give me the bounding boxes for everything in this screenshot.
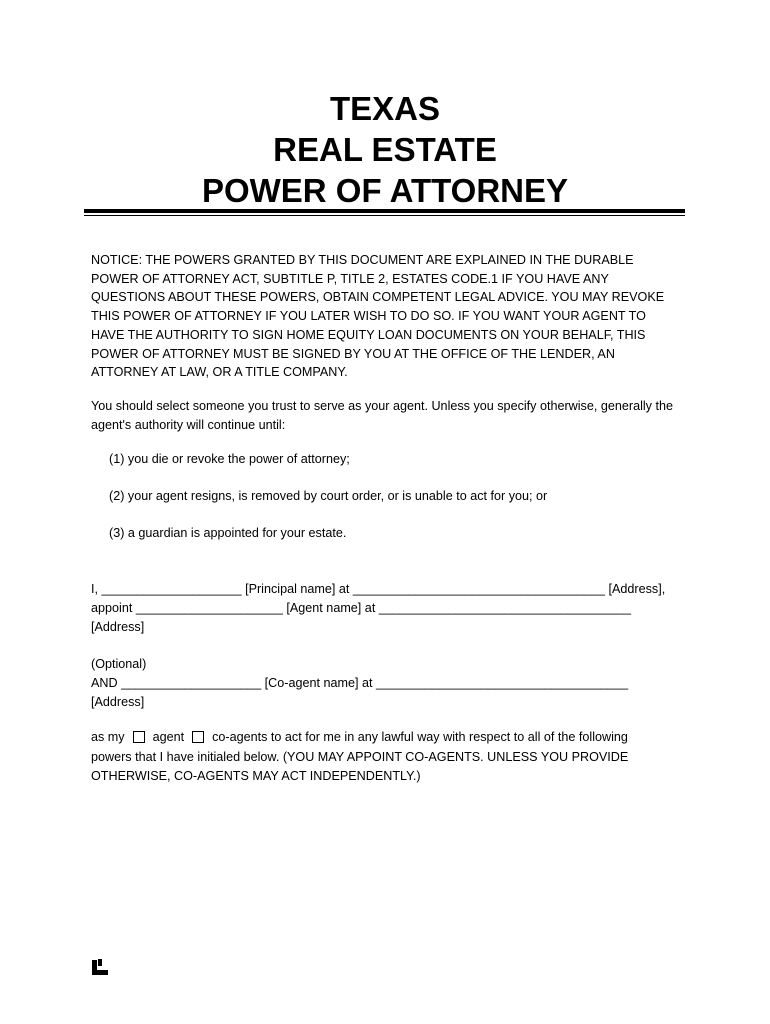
title-line-1: TEXAS <box>329 90 441 127</box>
document-brand-logo-icon <box>91 958 109 976</box>
as-my-label: as my <box>91 730 125 744</box>
powers-line: OTHERWISE, CO-AGENTS MAY ACT INDEPENDENTLY.) <box>91 769 421 783</box>
agent-type-selection <box>91 728 628 747</box>
title-line-3: POWER OF ATTORNEY <box>201 172 569 209</box>
list-item: (3) a guardian is appointed for your estate. <box>109 526 347 540</box>
agent-checkbox[interactable] <box>133 731 145 743</box>
coagent-address-label: [Address] <box>91 695 145 709</box>
title-divider-thick <box>84 209 685 213</box>
coagents-checkbox[interactable] <box>192 731 204 743</box>
notice-line: QUESTIONS ABOUT THESE POWERS, OBTAIN COMPETENT LEGAL ADVICE. YOU MAY REVOKE <box>91 290 665 305</box>
intro-paragraph <box>91 397 691 434</box>
list-item: (2) your agent resigns, is removed by court order, or is unable to act for you; or <box>109 489 548 503</box>
coagent-name-line[interactable]: AND ____________________ [Co-agent name] at ____________________________________ <box>91 676 629 690</box>
notice-line: POWER OF ATTORNEY ACT, SUBTITLE P, TITLE 2, ESTATES CODE.1 IF YOU HAVE ANY <box>91 271 609 286</box>
principal-name-line[interactable]: I, ____________________ [Principal name] at ____________________________________ [Address], <box>91 582 666 596</box>
title-divider-thin <box>84 215 685 216</box>
notice-line: NOTICE: THE POWERS GRANTED BY THIS DOCUMENT ARE EXPLAINED IN THE DURABLE <box>91 253 634 267</box>
powers-line: powers that I have initialed below. (YOU MAY APPOINT CO-AGENTS. UNLESS YOU PROVIDE <box>91 750 629 764</box>
title-line-2: REAL ESTATE <box>273 131 497 168</box>
notice-paragraph <box>91 251 691 382</box>
notice-line: HAVE THE AUTHORITY TO SIGN HOME EQUITY LOAN DOCUMENTS ON YOUR BEHALF, THIS <box>91 327 646 342</box>
intro-line: agent's authority will continue until: <box>91 417 286 432</box>
optional-label: (Optional) <box>91 657 147 671</box>
coagents-text: co-agents to act for me in any lawful way with respect to all of the following <box>212 730 628 744</box>
list-item: (1) you die or revoke the power of attorney; <box>109 452 350 466</box>
notice-line: POWER OF ATTORNEY MUST BE SIGNED BY YOU AT THE OFFICE OF THE LENDER, AN <box>91 346 615 361</box>
agent-address-label: [Address] <box>91 620 145 634</box>
notice-line: ATTORNEY AT LAW, OR A TITLE COMPANY. <box>91 365 348 380</box>
notice-line: THIS POWER OF ATTORNEY IF YOU LATER WISH TO DO SO. IF YOU WANT YOUR AGENT TO <box>91 309 646 324</box>
agent-label: agent <box>152 730 185 744</box>
agent-name-line[interactable]: appoint _____________________ [Agent name] at ____________________________________ <box>91 601 631 615</box>
intro-line: You should select someone you trust to serve as your agent. Unless you specify otherwise, generally the <box>91 399 673 413</box>
document-title <box>85 88 685 211</box>
